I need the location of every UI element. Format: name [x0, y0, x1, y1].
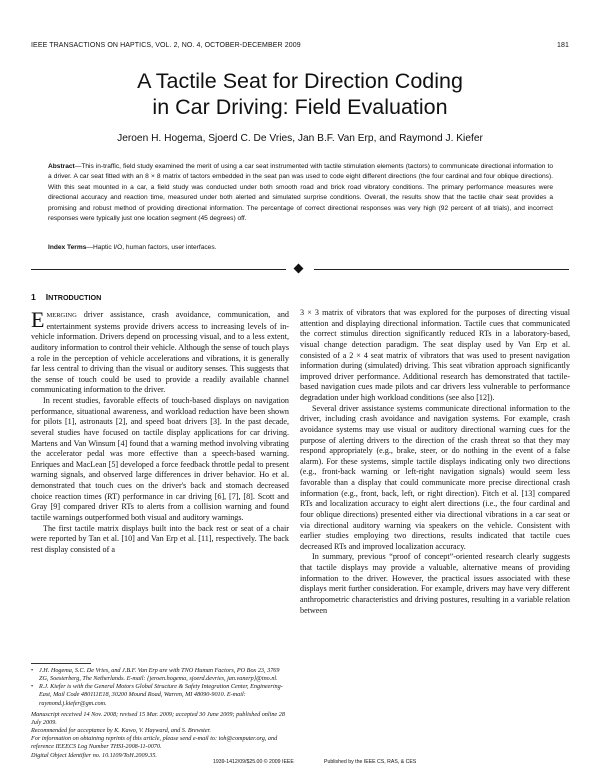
- footnote-received: Manuscript received 14 Nov. 2008; revised 15 Mar. 2009; accepted 30 June 2009; published online 28 July 2009.: [31, 710, 285, 726]
- footnotes: [31, 667, 289, 760]
- section-heading: [31, 292, 101, 302]
- footnote-doi: Digital Object Identifier no. 10.1109/ToH.2009.35.: [31, 751, 157, 759]
- footer-copyright: 1939-1412/09/$25.00 © 2009 IEEE: [213, 759, 294, 765]
- paper-title: [0, 68, 600, 120]
- section-number: 1: [31, 292, 36, 302]
- footnote-rule: [31, 663, 91, 664]
- right-paragraph-1: 3 × 3 matrix of vibrators that was explored for the purposes of directing visual attention and displaying directional information. Tactile cues that communicated the correct stimulus direction significantly reduced RTs in a laboratory-based, visual change detection paradigm. The seat display used by Van Erp et al. consisted of a 2 × 4 seat matrix of vibrators that was used to present navigation information during (simulated) driving. This seat vibration approach significantly improved driver performance. Additional research has demonstrated that tactile-based navigation cues made pilots and car drivers less vulnerable to performance degradation under high workload conditions (see also [12]).: [300, 308, 570, 402]
- intro-paragraph-1-text: driver assistance, crash avoidance, communication, and entertainment systems provide drivers access to increasing levels of in-vehicle information. Drivers depend on processing visual, and to a less extent, auditory information to control their vehicle. Although the sense of touch plays a role in the perception of vehicle accelerations and vibrations, it is generally far less central to driving than the visual or auditory senses. This suggests that the sense of touch could be used to provide a readily available channel communicating information to the driver.: [31, 310, 289, 395]
- right-paragraph-3: In summary, previous “proof of concept”-oriented research clearly suggests that tactile displays may provide a valuable, alternative means of providing information to the driver. However, the practical issues associated with these displays merit further consideration. For example, drivers may have very different anthropometric characteristics and driving postures, resulting in a variable relation between: [300, 552, 570, 615]
- footnote-recommended: Recommended for acceptance by K. Kawo, V. Hayward, and S. Brewster.: [31, 727, 211, 735]
- smallcaps-lead: MERGING: [46, 312, 77, 319]
- section-title-rest: NTRODUCTION: [48, 293, 102, 302]
- divider-line-right: [314, 269, 569, 270]
- section-divider: [31, 267, 569, 273]
- abstract-label: Abstract: [48, 163, 75, 170]
- footnote-affiliation-2: [31, 683, 289, 707]
- intro-paragraph-2: In recent studies, favorable effects of touch-based displays on navigation performance, situational awareness, and workload reduction have been shown for pilots [1], astronauts [2], and speed boat drivers [3]. In the past decade, several studies have focused on tactile display applications for car driving. Martens and Van Winsum [4] found that a warning method involving vibrating the accelerator pedal was more effective than a speech-based warning. Enriques and MacLean [5] developed a force feedback throttle pedal to present warning signals, and observed large differences in driver behavior. Ho et al. demonstrated that touch cues on the driver's back and stomach decreased choice reaction times (RT) performance in car driving [6], [7], [8]. Scott and Gray [9] compared driver RTs to alerts from a collision warning and found tactile warnings outperformed both visual and auditory warnings.: [31, 396, 289, 522]
- author-list: Jeroen H. Hogema, Sjoerd C. De Vries, Jan B.F. Van Erp, and Raymond J. Kiefer: [117, 133, 483, 144]
- title-line-2: in Car Driving: Field Evaluation: [152, 95, 448, 119]
- journal-header: IEEE TRANSACTIONS ON HAPTICS, VOL. 2, NO. 4, OCTOBER-DECEMBER 2009: [31, 42, 301, 49]
- abstract-text: —This in-traffic, field study examined the merit of using a car seat instrumented with tactile stimulation elements (tactors) to communicate directional information to a driver. A car seat fitted with an 8 × 8 matrix of tactors embedded in the seat pan was used to code eight different directions (the four cardinal and four oblique directions). With this seat mounted in a car, a field study was conducted under both smooth road and brick road vibratory conditions. The primary performance measures were directional accuracy and reaction time, measured under both alerted and simulated surprise conditions. Overall, the results show that the tactile chair seat provides a promising and robust method of providing directional information. The percentage of correct directional responses was very high (92 percent of all trials), and incorrect responses were typically just one location segment (45 degrees) off.: [48, 163, 553, 223]
- section-title-initial: I: [45, 292, 49, 302]
- footnote-affiliation-2-text: R.J. Kiefer is with the General Motors Global Structure & Safety Integration Center, Engineering-East, Mail Code 480111E18, 30200 Mound Road, Warren, MI 48090-9010. E-mail: raymond.j.kiefer@gm.com.: [39, 683, 283, 707]
- right-column: [300, 308, 570, 616]
- running-head: [31, 42, 569, 49]
- divider-line-left: [31, 269, 286, 270]
- footnote-reprints: For information on obtaining reprints of this article, please send e-mail to: toh@computer.org, and reference IEEECS Log Number THSI-2008-11-0070.: [31, 735, 278, 751]
- title-line-1: A Tactile Seat for Direction Coding: [137, 69, 463, 93]
- bullet-icon: •: [31, 683, 34, 691]
- footer-publisher: Published by the IEEE CS, RAS, & CES: [324, 759, 417, 765]
- index-terms: [48, 244, 553, 251]
- left-column: [31, 307, 289, 555]
- right-paragraph-2: Several driver assistance systems communicate directional information to the driver, including crash avoidance and navigation systems. For example, crash avoidance systems may use visual or auditory directional warning cues for the purpose of alerting drivers to the direction of the crash threat so that they may respond appropriately (e.g., brake, steer, or do nothing in the event of a false alarm). For these systems, simple tactile displays indicating only two directions (e.g., front-back warning or left-right navigation signals) would seem less favorable than a display that could communicate more precise directional crash information (e.g., front, back, left, or right direction). Fitch et al. [13] compared RTs and localization accuracy to eight alert directions (i.e., the four cardinal and four oblique directions) presented either via directional vibrations in a car seat or via directional auditory warning via speakers on the vehicle. Consistent with earlier studies employing two directions, results indicated that tactile cues decreased RTs and improved localization accuracy.: [300, 403, 570, 551]
- bullet-icon: •: [31, 667, 34, 674]
- drop-cap: E: [31, 307, 45, 332]
- abstract: [48, 162, 553, 224]
- index-terms-text: —Haptic I/O, human factors, user interfaces.: [86, 244, 217, 251]
- intro-paragraph-1: [31, 307, 289, 396]
- page-number: 181: [557, 42, 569, 49]
- footnote-affiliation-1: [31, 667, 289, 683]
- intro-paragraph-3: The first tactile matrix displays built into the back rest or seat of a chair were reported by Tan et al. [10] and Van Erp et al. [11], respectively. The back rest display consisted of a: [31, 523, 289, 554]
- footnote-affiliation-1-text: J.H. Hogema, S.C. De Vries, and J.B.F. Van Erp are with TNO Human Factors, PO Box 23, 3769 ZG, Soesterberg, The Netherlands. E-mail: {jeroen.hogema, sjoerd.devries, jan.vanerp}@tno.nl.: [39, 667, 280, 683]
- divider-diamond-icon: [294, 264, 304, 274]
- index-terms-label: Index Terms: [48, 244, 87, 251]
